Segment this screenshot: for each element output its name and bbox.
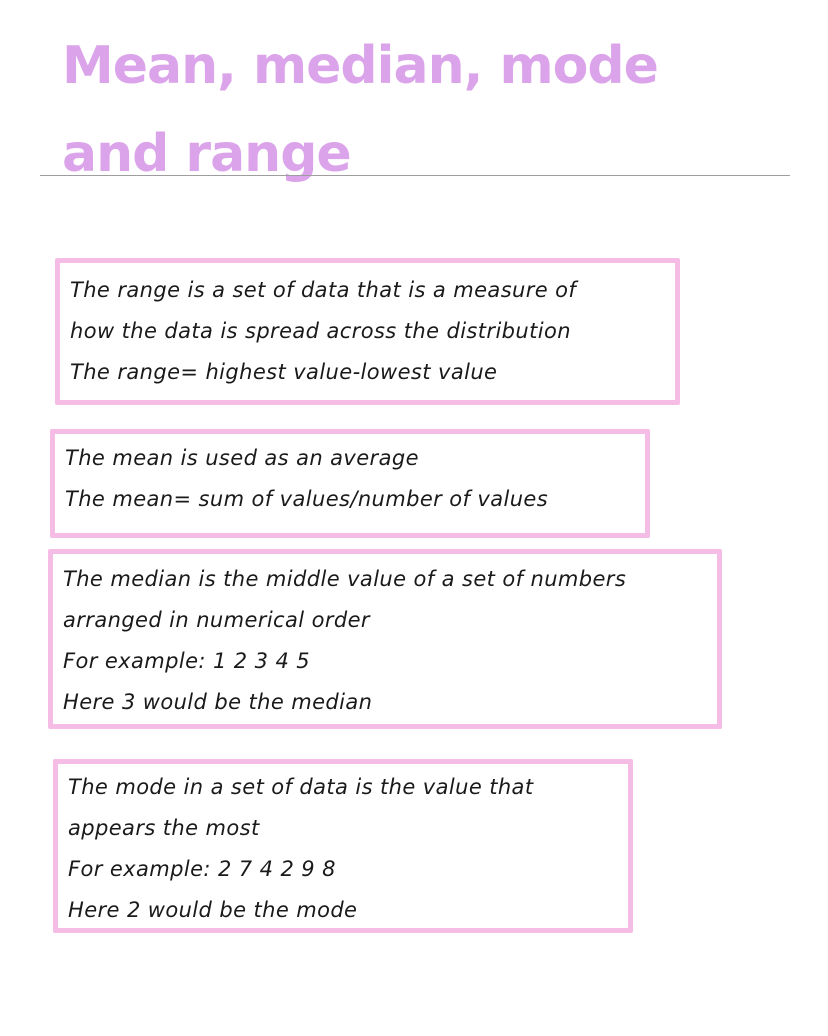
mode-line-4: Here 2 would be the mode — [68, 898, 358, 922]
range-line-2: how the data is spread across the distribution — [70, 319, 571, 343]
median-line-1: The median is the middle value of a set of numbers — [63, 567, 627, 591]
mode-definition-box — [53, 759, 633, 933]
mode-line-1: The mode in a set of data is the value that — [68, 775, 534, 799]
title-divider — [40, 175, 790, 176]
mean-line-1: The mean is used as an average — [65, 446, 419, 470]
median-line-3: For example: 1 2 3 4 5 — [63, 649, 311, 673]
mode-line-3: For example: 2 7 4 2 9 8 — [68, 857, 336, 881]
page-title: Mean, median, mode and range — [62, 36, 658, 184]
range-definition-box — [55, 258, 680, 405]
median-line-4: Here 3 would be the median — [63, 690, 373, 714]
mean-line-2: The mean= sum of values/number of values — [65, 487, 549, 511]
median-definition-box — [48, 549, 722, 729]
range-line-1: The range is a set of data that is a measure of — [70, 278, 577, 302]
mean-definition-box — [50, 429, 650, 538]
mode-line-2: appears the most — [68, 816, 260, 840]
median-line-2: arranged in numerical order — [63, 608, 370, 632]
range-line-3: The range= highest value-lowest value — [70, 360, 498, 384]
